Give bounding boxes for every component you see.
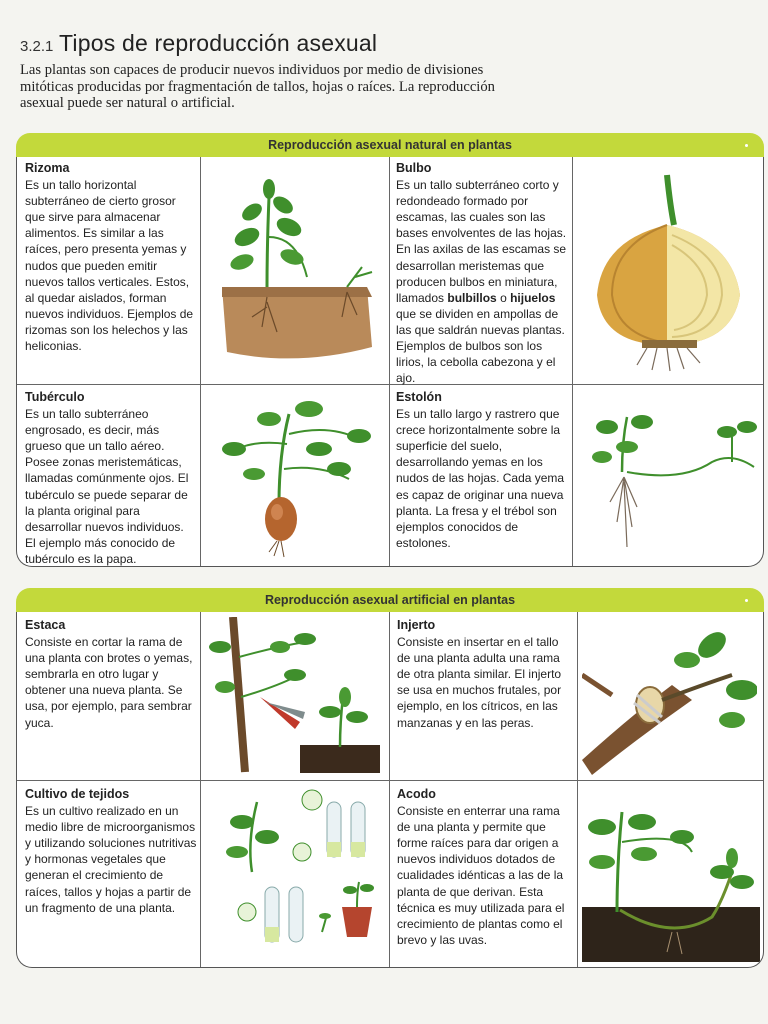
col-divider <box>200 157 201 567</box>
estolon-illustration <box>582 402 760 552</box>
rizoma-text: Es un tallo horizontal subterráneo de cierto grosor que sirve para almacenar alimentos. Es similar a las raíces, pero presenta yemas y nudos que pueden emitir nuevos tallos verticales. Estos, al quedar aislados, forman nuevos individuos. Ejemplos de rizomas son los helechos y las heliconias. <box>25 178 194 354</box>
estolon-block <box>396 389 568 551</box>
section-number: 3.2.1 <box>20 38 54 55</box>
natural-section-header <box>16 133 764 157</box>
cultivo-block <box>25 786 197 916</box>
injerto-block <box>397 617 573 731</box>
artificial-header-label: Reproducción asexual artificial en plantas <box>264 593 516 607</box>
section-title: Tipos de reproducción asexual <box>59 30 378 56</box>
bulbo-block <box>396 160 568 386</box>
estaca-block <box>25 617 195 731</box>
col-divider <box>577 612 578 968</box>
acodo-title: Acodo <box>397 787 436 801</box>
cultivo-text: Es un cultivo realizado en un medio libre de microorganismos y utilizando soluciones nutritivas y hormonas vegetales que generan el crecimiento de raíces, tallos y hojas a partir de un fragmento de una planta. <box>25 804 197 915</box>
tuberculo-title: Tubérculo <box>25 390 85 404</box>
estaca-illustration <box>205 617 385 775</box>
col-divider <box>200 612 201 968</box>
row-divider <box>17 384 763 385</box>
bulbo-title: Bulbo <box>396 161 432 175</box>
natural-grid <box>16 157 764 567</box>
cultivo-illustration <box>207 782 385 962</box>
tuberculo-illustration <box>209 394 384 559</box>
acodo-block <box>397 786 573 948</box>
tuberculo-block <box>25 389 195 567</box>
col-divider <box>389 612 390 968</box>
bulbo-text: Es un tallo subterráneo corto y redondeado formado por escamas, las cuales son las bases envolventes de las hojas. En las axilas de las escamas se desarrollan meristemas que producen bulbos en miniatura, llamados bulbillos o hijuelos que se dividen en ampollas de las que saldrán nuevas plantas. Ejemplos de bulbos son los lirios, la cebolla cabezona y el ajo. <box>396 178 567 386</box>
injerto-illustration <box>582 615 757 775</box>
acodo-illustration <box>582 792 760 962</box>
row-divider <box>17 780 763 781</box>
injerto-text: Consiste en insertar en el tallo de una planta adulta una rama de otra planta similar. El injerto se usa en muchos frutales, por ejemplo, en los cítricos, en las manzanas y en las peras. <box>397 635 562 730</box>
rizoma-illustration <box>207 177 382 367</box>
header-dot <box>745 144 748 147</box>
artificial-section-header <box>16 588 764 612</box>
bulbo-illustration <box>582 165 757 375</box>
rizoma-title: Rizoma <box>25 161 70 175</box>
estolon-text: Es un tallo largo y rastrero que crece horizontalmente sobre la superficie del suelo, desarrollando yemas en los nudos de las hojas. Cada yema es capaz de originar una nueva planta. La fresa y el trébol son ejemplos conocidos de estolones. <box>396 407 565 550</box>
tuberculo-text: Es un tallo subterráneo engrosado, es decir, más grueso que un tallo aéreo. Posee zonas meristemáticas, llamadas comúnmente ojos. El tubérculo se puede separar de la planta original para desarrollar nuevos individuos. El ejemplo más conocido de tubérculo es la papa. <box>25 407 189 566</box>
col-divider <box>389 157 390 567</box>
injerto-title: Injerto <box>397 618 436 632</box>
estaca-text: Consiste en cortar la rama de una planta con brotes o yemas, sembrarla en otro lugar y obtener una nueva planta. Se usa, por ejemplo, para sembrar yuca. <box>25 635 193 730</box>
col-divider <box>572 157 573 567</box>
rizoma-block <box>25 160 195 354</box>
artificial-grid <box>16 612 764 968</box>
header-dot <box>745 599 748 602</box>
section-heading <box>20 30 580 60</box>
estaca-title: Estaca <box>25 618 66 632</box>
cultivo-title: Cultivo de tejidos <box>25 787 130 801</box>
estolon-title: Estolón <box>396 390 442 404</box>
intro-paragraph: Las plantas son capaces de producir nuevos individuos por medio de divisiones mitóticas producidas por fragmentación de tallos, hojas o raíces. La reproducción asexual puede ser natural o artificial. <box>20 62 495 111</box>
acodo-text: Consiste en enterrar una rama de una planta y permite que forme raíces para dar origen a nuevos individuos dotados de cualidades idénticas a las de la planta de que derivan. Esta técnica es muy utilizada para el crecimiento de plantas como el brevo y las uvas. <box>397 804 565 947</box>
natural-header-label: Reproducción asexual natural en plantas <box>268 138 512 152</box>
